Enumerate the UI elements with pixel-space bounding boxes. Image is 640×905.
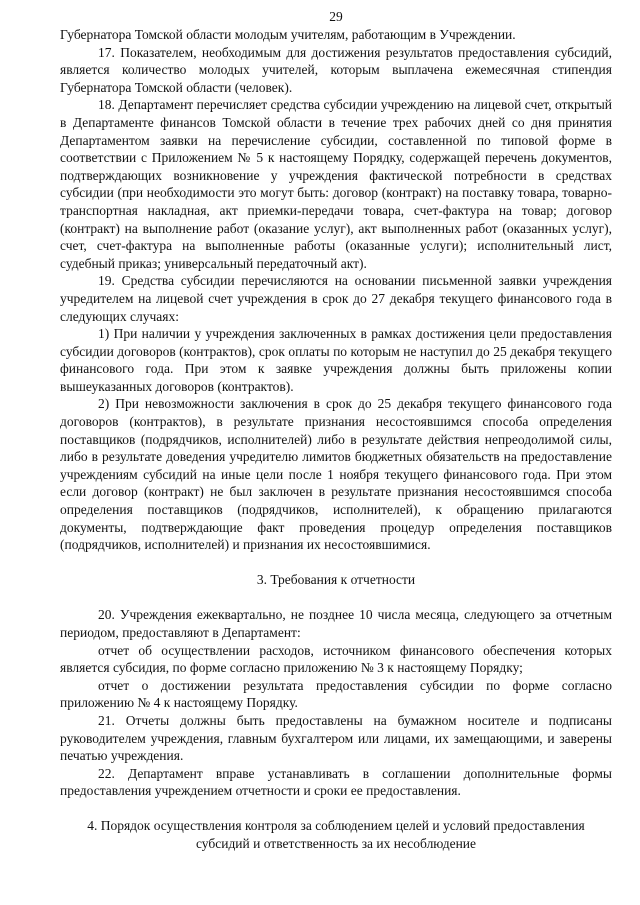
paragraph-20-report-expenses: отчет об осуществлении расходов, источником финансового обеспечения которых является субсидия, по форме согласно приложению № 3 к настоящему Порядку; <box>60 642 612 676</box>
spacer <box>60 800 612 817</box>
paragraph-17: 17. Показателем, необходимым для достижения результатов предоставления субсидий, является количество молодых учителей, которым выплачена ежемесячная стипендия Губернатора Томской области (человек). <box>60 44 612 95</box>
paragraph-22: 22. Департамент вправе устанавливать в соглашении дополнительные формы предоставления учреждением отчетности и сроки ее предоставления. <box>60 765 612 799</box>
paragraph-19: 19. Средства субсидии перечисляются на основании письменной заявки учреждения учредителем на лицевой счет учреждения в срок до 27 декабря текущего финансового года в следующих случаях: <box>60 273 612 324</box>
paragraph-continuation: Губернатора Томской области молодым учителям, работающим в Учреждении. <box>60 27 516 42</box>
paragraph-20-report-results: отчет о достижении результата предоставления субсидии по форме согласно приложению № 4 к настоящему Порядку. <box>60 677 612 711</box>
spacer <box>60 588 612 606</box>
paragraph-18: 18. Департамент перечисляет средства субсидии учреждению на лицевой счет, открытый в Департаменте финансов Томской области в течение трех рабочих дней со дня принятия Департаментом заявки на перечисление субсидии, составленной по типовой форме в соответствии с Приложением № 5 к настоящему Порядку, содержащей перечень документов, подтверждающих возникновение у учреждения фактической потребности в средствах субсидии (при необходимости это могут быть: договор (контракт) на поставку товара, товарно-транспортная накладная, акт приемки-передачи товара, счет-фактура на товар; договор (контракт) на выполнение работ (оказание услуг), акт выполненных работ (оказанных услуг), счет, счет-фактура на выполненные работы (оказанные услуги); исполнительный лист, судебный приказ; универсальный передаточный акт). <box>60 97 612 271</box>
section-4-title-line-2: субсидий и ответственность за их несоблюдение <box>195 835 477 851</box>
section-3-title: 3. Требования к отчетности <box>256 571 416 587</box>
section-4-title-line-1: 4. Порядок осуществления контроля за соблюдением целей и условий предоставления <box>87 817 585 833</box>
page-number: 29 <box>329 9 343 24</box>
paragraph-21: 21. Отчеты должны быть предоставлены на бумажном носителе и подписаны руководителем учреждения, главным бухгалтером или лицами, их замещающими, и заверены печатью учреждения. <box>60 712 612 764</box>
paragraph-20: 20. Учреждения ежеквартально, не позднее 10 числа месяца, следующего за отчетным периодом, предоставляют в Департамент: <box>60 607 612 640</box>
paragraph-19-item-1: 1) При наличии у учреждения заключенных в рамках достижения цели предоставления субсидии договоров (контрактов), срок оплаты по которым не наступил до 25 декабря текущего финансового года. При этом к заявке учреждения должны быть приложены копии вышеуказанных договоров (контрактов). <box>60 326 612 394</box>
spacer <box>60 554 612 571</box>
section-4-title <box>60 817 612 852</box>
document-page <box>60 8 612 852</box>
paragraph-19-item-2: 2) При невозможности заключения в срок до 25 декабря текущего финансового года договоров (контрактов), в результате признания несостоявшимся способа определения поставщиков (подрядчиков, исполнителей) либо в результате действия непреодолимой силы, либо в результате доведения учредителю лимитов бюджетных обязательств на предоставление учреждениям субсидий на иные цели после 1 ноября текущего финансового года. При этом если договор (контракт) не был заключен в результате признания несостоявшимся способа определения поставщиков (подрядчиков, исполнителей), к обращению прилагаются документы, подтверждающие факт проведения процедур определения поставщиков (подрядчиков, исполнителей) и признания их несостоявшимися. <box>60 396 612 553</box>
